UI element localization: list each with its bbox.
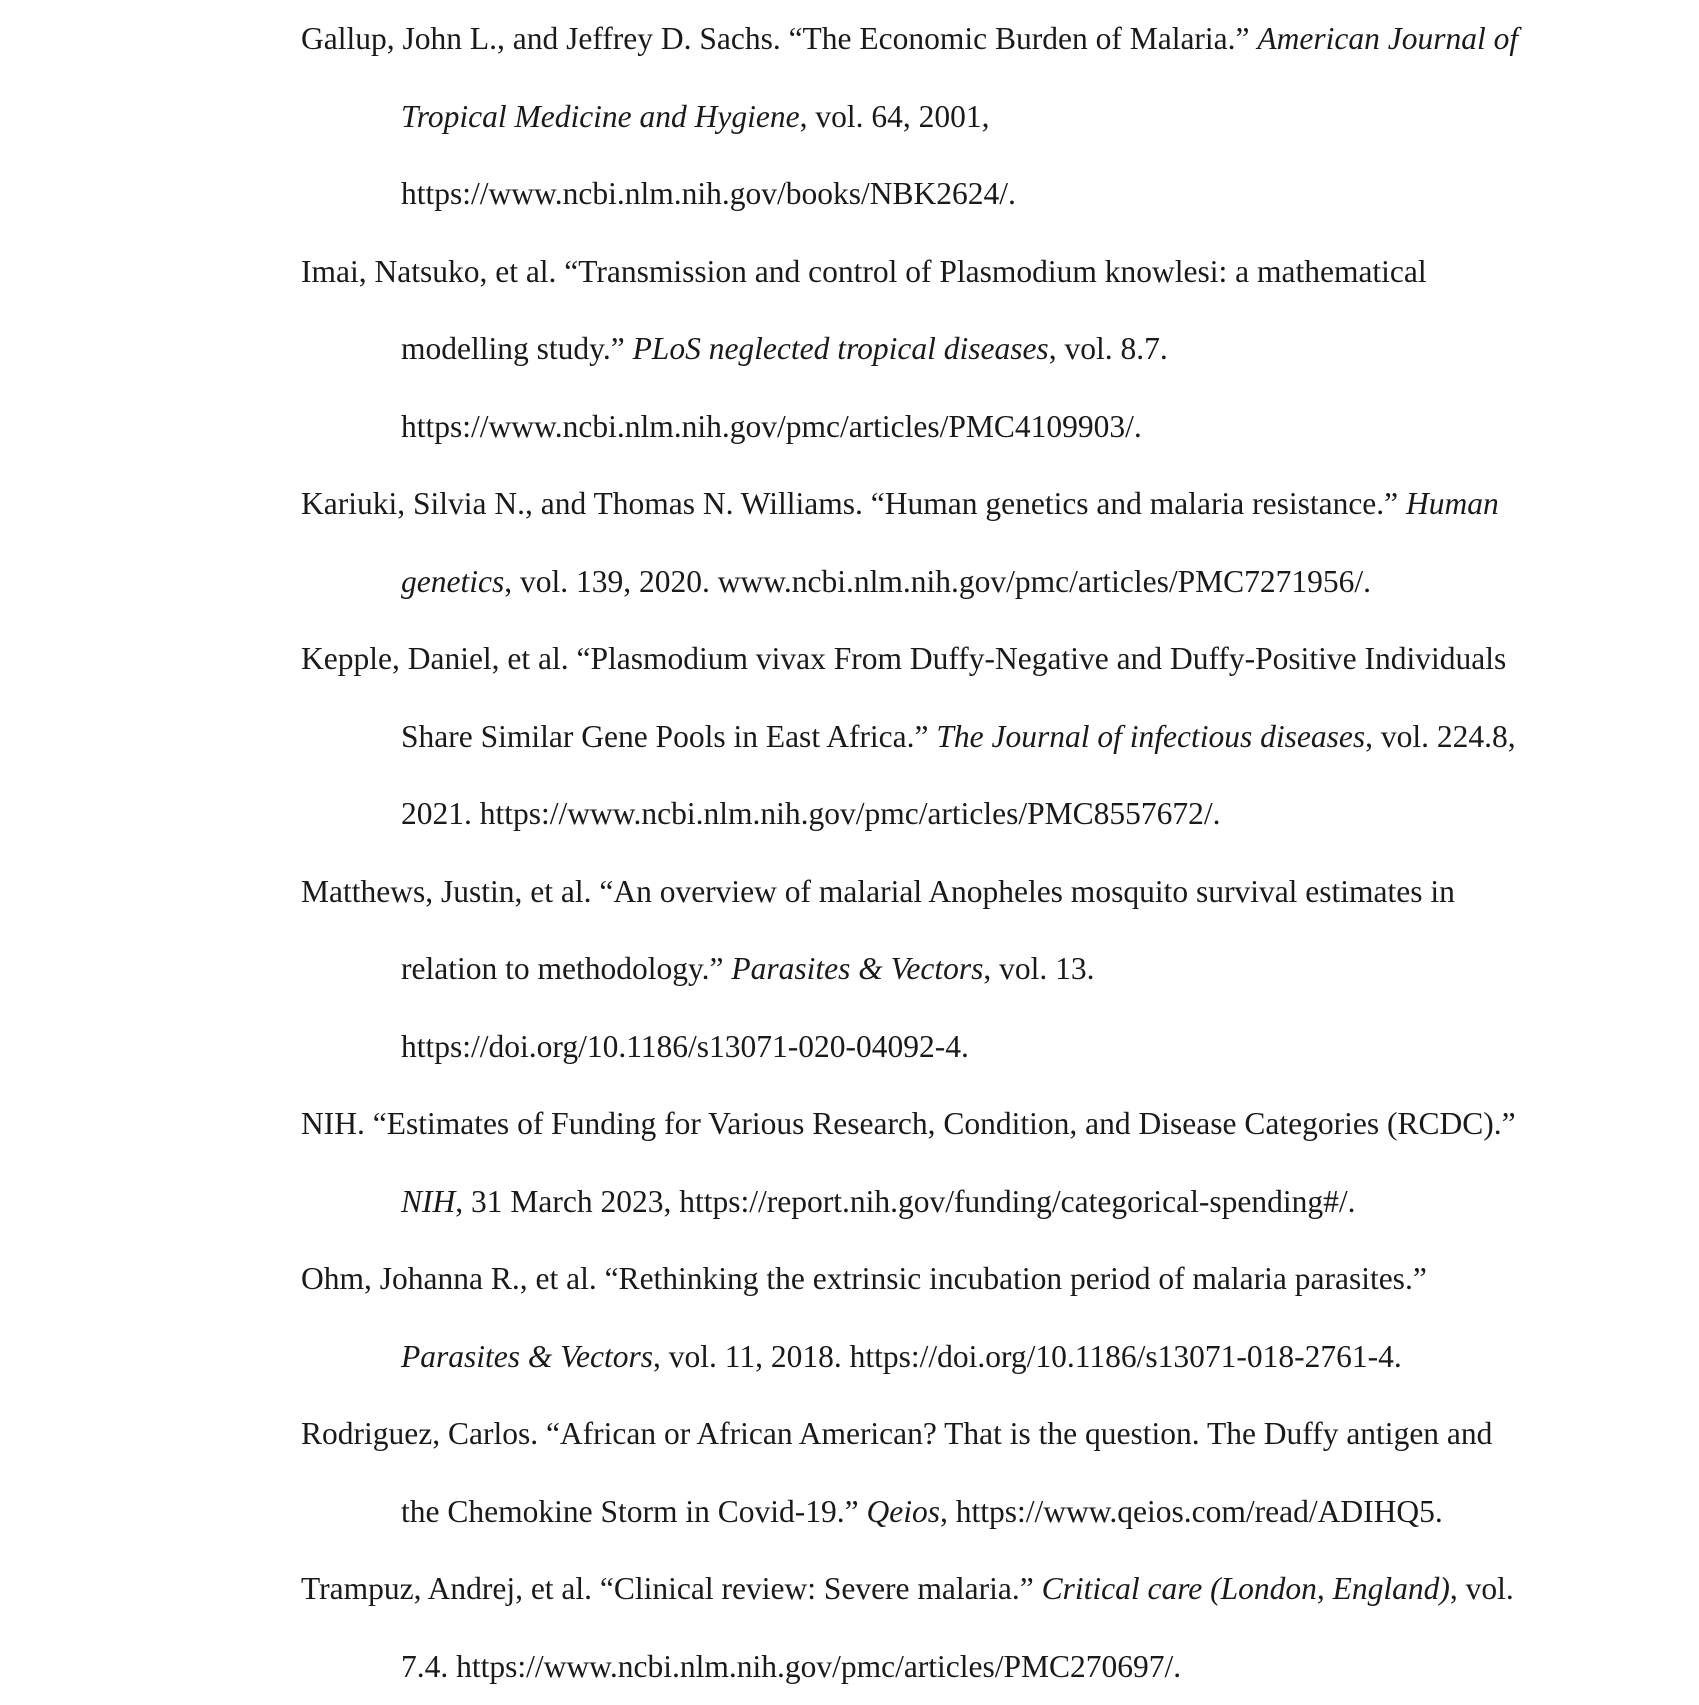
citation-text: https://doi.org/10.1186/s13071-020-04092-4. <box>401 1029 969 1064</box>
citation-entry <box>201 853 1521 1086</box>
citation-title-italic: American Journal of <box>1257 21 1518 56</box>
citation-continuation-line <box>301 1163 1521 1241</box>
citation-text: , vol. 8.7. <box>1049 331 1168 366</box>
citation-continuation-line <box>301 78 1521 156</box>
citation-continuation-line <box>301 155 1521 233</box>
citation-text: NIH. “Estimates of Funding for Various Research, Condition, and Disease Categories (RCDC).” <box>301 1106 1516 1141</box>
citation-continuation-line <box>301 775 1521 853</box>
citation-title-italic: genetics <box>401 564 504 599</box>
citation-title-italic: Tropical Medicine and Hygiene <box>401 99 800 134</box>
citation-text: modelling study.” <box>401 331 633 366</box>
citation-text: , https://www.qeios.com/read/ADIHQ5. <box>940 1494 1443 1529</box>
citation-text: Share Similar Gene Pools in East Africa.” <box>401 719 936 754</box>
citation-title-italic: Critical care (London, England) <box>1042 1571 1450 1606</box>
citation-first-line <box>301 1240 1521 1318</box>
citation-entry <box>201 465 1521 620</box>
citation-text: , vol. 13. <box>983 951 1094 986</box>
citation-text: 7.4. https://www.ncbi.nlm.nih.gov/pmc/articles/PMC270697/. <box>401 1649 1181 1684</box>
citation-continuation-line <box>301 1628 1521 1705</box>
citation-continuation-line <box>301 930 1521 1008</box>
citation-text: Kepple, Daniel, et al. “Plasmodium vivax From Duffy-Negative and Duffy-Positive Individuals <box>301 641 1506 676</box>
citation-entry <box>201 1550 1521 1705</box>
citation-text: , vol. 139, 2020. www.ncbi.nlm.nih.gov/pmc/articles/PMC7271956/. <box>504 564 1371 599</box>
citation-text: Kariuki, Silvia N., and Thomas N. Williams. “Human genetics and malaria resistance.” <box>301 486 1406 521</box>
citation-first-line <box>301 1395 1521 1473</box>
works-cited-list <box>201 0 1521 1705</box>
citation-title-italic: Human <box>1406 486 1499 521</box>
citation-continuation-line <box>301 310 1521 388</box>
citation-title-italic: Parasites & Vectors <box>401 1339 653 1374</box>
citation-first-line <box>301 233 1521 311</box>
citation-entry <box>201 0 1521 233</box>
citation-title-italic: PLoS neglected tropical diseases <box>633 331 1049 366</box>
citation-first-line <box>301 465 1521 543</box>
citation-entry <box>201 1395 1521 1550</box>
citation-text: Trampuz, Andrej, et al. “Clinical review: Severe malaria.” <box>301 1571 1042 1606</box>
citation-entry <box>201 620 1521 853</box>
citation-continuation-line <box>301 388 1521 466</box>
citation-first-line <box>301 853 1521 931</box>
citation-first-line <box>301 0 1521 78</box>
citation-text: Ohm, Johanna R., et al. “Rethinking the extrinsic incubation period of malaria parasites.” <box>301 1261 1427 1296</box>
citation-continuation-line <box>301 1473 1521 1551</box>
citation-continuation-line <box>301 698 1521 776</box>
citation-text: https://www.ncbi.nlm.nih.gov/books/NBK2624/. <box>401 176 1016 211</box>
citation-text: , vol. <box>1450 1571 1514 1606</box>
citation-text: the Chemokine Storm in Covid-19.” <box>401 1494 866 1529</box>
citation-text: 2021. https://www.ncbi.nlm.nih.gov/pmc/articles/PMC8557672/. <box>401 796 1221 831</box>
citation-continuation-line <box>301 1008 1521 1086</box>
citation-entry <box>201 233 1521 466</box>
citation-text: Matthews, Justin, et al. “An overview of malarial Anopheles mosquito survival estimates in <box>301 874 1455 909</box>
citation-title-italic: Parasites & Vectors <box>731 951 983 986</box>
citation-title-italic: NIH <box>401 1184 455 1219</box>
citation-text: , vol. 224.8, <box>1365 719 1516 754</box>
citation-text: , 31 March 2023, https://report.nih.gov/funding/categorical-spending#/. <box>455 1184 1355 1219</box>
citation-first-line <box>301 620 1521 698</box>
citation-text: Imai, Natsuko, et al. “Transmission and control of Plasmodium knowlesi: a mathematical <box>301 254 1427 289</box>
citation-text: Rodriguez, Carlos. “African or African American? That is the question. The Duffy antigen and <box>301 1416 1492 1451</box>
citation-text: relation to methodology.” <box>401 951 731 986</box>
citation-text: https://www.ncbi.nlm.nih.gov/pmc/articles/PMC4109903/. <box>401 409 1142 444</box>
citation-entry <box>201 1085 1521 1240</box>
citation-text: , vol. 11, 2018. https://doi.org/10.1186/s13071-018-2761-4. <box>653 1339 1402 1374</box>
citation-entry <box>201 1240 1521 1395</box>
citation-title-italic: Qeios <box>866 1494 940 1529</box>
citation-first-line <box>301 1550 1521 1628</box>
citation-continuation-line <box>301 1318 1521 1396</box>
citation-continuation-line <box>301 543 1521 621</box>
citation-first-line <box>301 1085 1521 1163</box>
citation-title-italic: The Journal of infectious diseases <box>936 719 1365 754</box>
citation-text: Gallup, John L., and Jeffrey D. Sachs. “The Economic Burden of Malaria.” <box>301 21 1257 56</box>
citation-text: , vol. 64, 2001, <box>800 99 990 134</box>
